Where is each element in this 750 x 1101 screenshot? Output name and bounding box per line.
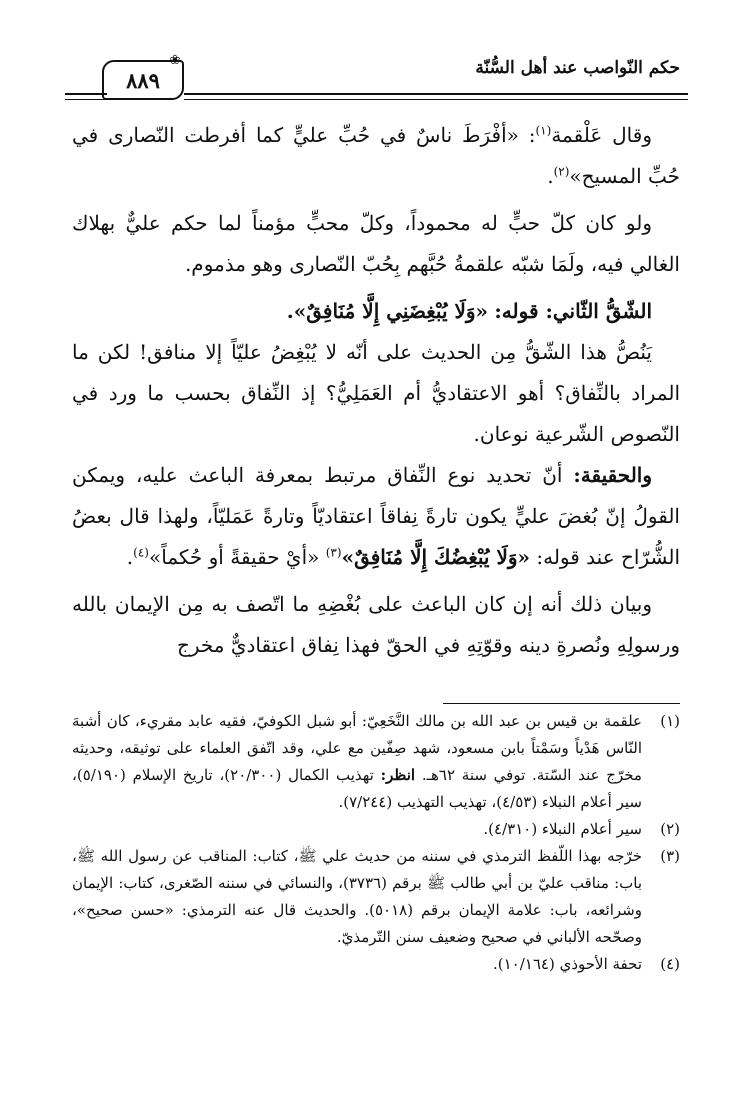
header-rule-thin	[184, 99, 688, 100]
hadith-quote: «وَلَا يُبْغِضَنِي إِلَّا مُنَافِقٌ».	[286, 299, 489, 323]
paragraph-explanation: وبيان ذلك أنه إن كان الباعث على بُغْضِهِ ما اتّصف به مِن الإيمان بالله ورسولِهِ ونُصرةِ دينه وقوّتِهِ في الحقّ فهذا نِفاق اعتقاديٌّ مخرج	[72, 592, 680, 657]
paragraph-alqama-quote: وقال عَلْقمة$^{(١)}$: «أفْرَطَ ناسٌ في حُبِّ عليٍّ كما أفرطت النّصارى في حُبِّ المسيح»$^{(٢)}$.	[72, 123, 680, 188]
paragraph-love-argument: ولو كان كلّ حبٍّ له محموداً، وكلّ محبٍّ مؤمناً لما حكم عليٌّ بهلاك الغالي فيه، ولَمَا شبّه علقمةُ حُبَّهم بِحُبّ النّصارى وهو مذموم.	[72, 211, 680, 276]
page-number: ٨٨٩	[126, 67, 160, 93]
header-rule-left	[65, 93, 107, 95]
footnote-ref-3[interactable]: (٣)	[325, 545, 342, 560]
main-text	[72, 115, 680, 666]
header-rule-left-thin	[65, 99, 107, 100]
footnote-number: (٣)	[660, 847, 680, 865]
paragraph-reality: والحقيقة: أنّ تحديد نوع النِّفاق مرتبط بمعرفة الباعث عليه، ويمكن القولُ إنّ بُغضَ عليٍّ يكون تارةً نِفاقاً اعتقاديّاً وتارةً عَمَليّاً، ولهذا قال بعضُ الشُّرّاح عند قوله: «وَلَا يُبْغِضُكَ إِلَّا مُنَافِقٌ»$^{(٣)}$ «أيْ حقيقةً أو حُكماً»$^{(٤)}$.	[72, 463, 680, 569]
footnote-separator	[443, 703, 680, 704]
footnote-1: (١) علقمة بن قيس بن عبد الله بن مالك النَّخَعِيّ: أبو شبل الكوفيّ، فقيه عابد مقريء، كان أشبهَ النّاس هَدْياً وسَمْتاً بابن مسعود، شهد صِفّين مع علي، وقد اتّفق العلماء على توثيقه، وحديثه مخرّج عند السّتة. توفي سنة ٦٢هـ. انظر: تهذيب الكمال (٢٠/٣٠٠)، تاريخ الإسلام (٥/١٩٠)، سير أعلام النبلاء (٤/٥٣)، تهذيب التهذيب (٧/٢٤٤).	[72, 708, 680, 816]
reality-heading: والحقيقة:	[573, 463, 652, 487]
flower-ornament-icon: ❀	[169, 53, 181, 68]
footnotes	[72, 708, 680, 978]
footnote-2: (٢) سير أعلام النبلاء (٤/٣١٠).	[72, 816, 680, 843]
footnote-number: (١)	[660, 712, 680, 730]
section-heading: الشّقُّ الثّاني: قوله:	[494, 299, 652, 323]
footnote-ref-1[interactable]: (١)	[535, 123, 552, 138]
paragraph-hypocrisy-types: يَنُصُّ هذا الشّقُّ مِن الحديث على أنّه لا يُبْغِضُ عليّاً إلا منافق! لكن ما المراد بالنِّفاق؟ أهو الاعتقاديُّ أم العَمَلِيُّ؟ إذ النِّفاق بحسب ما ورد في النّصوص الشّرعية نوعان.	[72, 340, 680, 446]
footnote-3: (٣) خرّجه بهذا اللّفظ الترمذي في سننه من حديث علي ﷺ، كتاب: المناقب عن رسول الله ﷺ، باب: مناقب عليّ بن أبي طالب ﷺ برقم (٣٧٣٦)، والنسائي في سننه الصّغرى، كتاب: الإيمان وشرائعه، باب: علامة الإيمان برقم (٥٠١٨). والحديث قال عنه الترمذي: «حسن صحيح»، وصحّحه الألباني في صحيح وضعيف سنن التّرمذيّ.	[72, 843, 680, 951]
header-rule	[184, 93, 688, 95]
hadith-quote-2: «وَلَا يُبْغِضُكَ إِلَّا مُنَافِقٌ»	[341, 545, 531, 569]
footnote-number: (٢)	[660, 820, 680, 838]
footnote-number: (٤)	[660, 955, 680, 973]
footnote-4: (٤) تحفة الأحوذي (١٠/١٦٤).	[72, 951, 680, 978]
footnote-ref-2[interactable]: (٢)	[553, 164, 570, 179]
footnote-ref-4[interactable]: (٤)	[133, 545, 149, 560]
paragraph-second-part	[72, 291, 680, 332]
running-header-title: حكم النّواصب عند أهل السُّنّة	[475, 58, 680, 78]
